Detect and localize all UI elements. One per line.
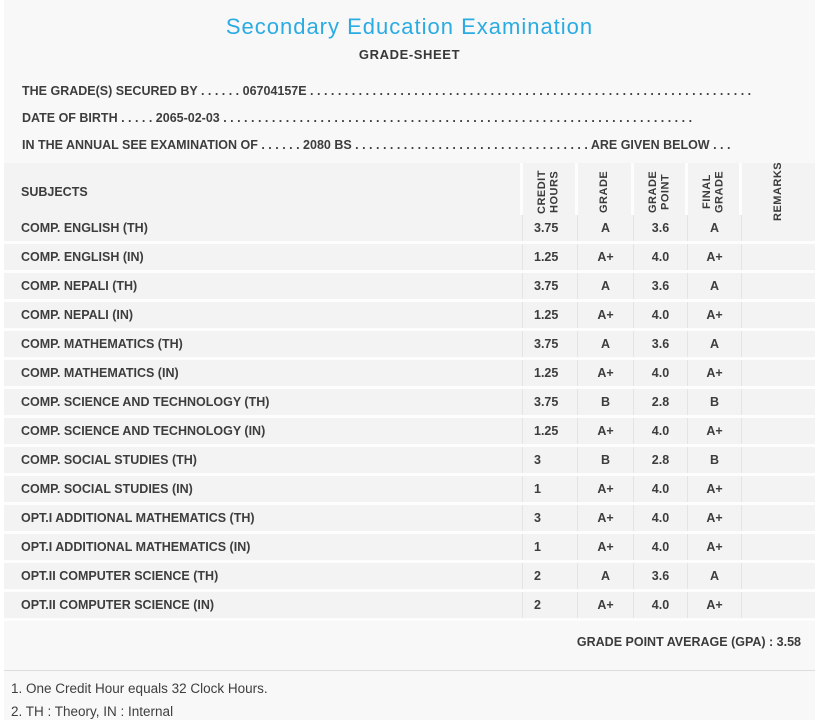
final-grade-cell: A+ [688,534,742,560]
grade-cell: A [578,331,634,357]
gpa-summary: GRADE POINT AVERAGE (GPA) : 3.58 [576,635,801,649]
header-grade [578,163,634,221]
remarks-cell [742,505,815,531]
remarks-cell [742,360,815,386]
credit-hours-cell: 1.25 [523,418,578,444]
header-grade-point-label: GRADE POINT [646,170,672,214]
final-grade-cell: A [688,273,742,299]
credit-hours-cell: 2 [523,563,578,589]
header-remarks [742,163,815,221]
remarks-cell [742,447,815,473]
grade-sheet-page [4,0,815,720]
table-row [4,215,815,244]
remarks-cell [742,273,815,299]
grade-cell: A+ [578,418,634,444]
credit-hours-cell: 1.25 [523,302,578,328]
credit-hours-cell: 1.25 [523,360,578,386]
credit-hours-cell: 3.75 [523,389,578,415]
credit-hours-cell: 1.25 [523,244,578,270]
header-grade-label: GRADE [598,170,611,214]
final-grade-cell: A+ [688,418,742,444]
final-grade-cell: A [688,563,742,589]
credit-hours-cell: 2 [523,592,578,618]
credit-hours-cell: 3.75 [523,215,578,241]
credit-hours-cell: 1 [523,476,578,502]
grade-point-cell: 3.6 [634,331,688,357]
final-grade-cell: B [688,389,742,415]
table-header-row [4,161,815,221]
subject-cell: COMP. MATHEMATICS (TH) [4,331,523,357]
remarks-cell [742,563,815,589]
header-final-grade [688,163,742,221]
subject-cell: COMP. MATHEMATICS (IN) [4,360,523,386]
grade-point-cell: 4.0 [634,505,688,531]
grade-cell: B [578,447,634,473]
credit-hours-cell: 1 [523,534,578,560]
candidate-info [4,78,815,159]
final-grade-cell: A+ [688,592,742,618]
final-grade-cell: B [688,447,742,473]
remarks-cell [742,476,815,502]
final-grade-cell: A+ [688,505,742,531]
credit-hours-cell: 3 [523,505,578,531]
table-row [4,273,815,302]
table-row [4,244,815,273]
page-title: Secondary Education Examination [225,14,594,39]
subject-cell: OPT.II COMPUTER SCIENCE (IN) [4,592,523,618]
grade-cell: A+ [578,476,634,502]
table-row [4,418,815,447]
grade-point-cell: 4.0 [634,360,688,386]
remarks-cell [742,302,815,328]
grade-cell: A+ [578,302,634,328]
remarks-cell [742,244,815,270]
grade-point-cell: 2.8 [634,447,688,473]
subject-cell: OPT.II COMPUTER SCIENCE (TH) [4,563,523,589]
grade-cell: B [578,389,634,415]
header-subjects: SUBJECTS [4,163,523,221]
grade-point-cell: 3.6 [634,563,688,589]
grade-cell: A+ [578,592,634,618]
subject-cell: OPT.I ADDITIONAL MATHEMATICS (IN) [4,534,523,560]
grade-point-cell: 3.6 [634,215,688,241]
header-grade-point [634,163,688,221]
footnotes [4,670,815,720]
info-line-date-of-birth: DATE OF BIRTH . . . . . 2065-02-03 . . . . . . . . . . . . . . . . . . . . . . . . . . . . . . . . . . . . . . . . . . . . . . . . . . . . . . . . . . . . . . . . . . . . [22,111,693,125]
subject-cell: OPT.I ADDITIONAL MATHEMATICS (TH) [4,505,523,531]
remarks-cell [742,592,815,618]
grade-point-cell: 3.6 [634,273,688,299]
subject-cell: COMP. SCIENCE AND TECHNOLOGY (TH) [4,389,523,415]
remarks-cell [742,534,815,560]
subject-cell: COMP. SCIENCE AND TECHNOLOGY (IN) [4,418,523,444]
grade-cell: A+ [578,244,634,270]
grade-point-cell: 4.0 [634,476,688,502]
table-row [4,302,815,331]
credit-hours-cell: 3.75 [523,331,578,357]
table-row [4,389,815,418]
grades-table [4,163,815,621]
final-grade-cell: A [688,331,742,357]
grade-sheet-subtitle: GRADE-SHEET [358,47,461,62]
grade-point-cell: 2.8 [634,389,688,415]
subject-cell: COMP. SOCIAL STUDIES (IN) [4,476,523,502]
final-grade-cell: A+ [688,476,742,502]
info-line-examination-year: IN THE ANNUAL SEE EXAMINATION OF . . . . . . 2080 BS . . . . . . . . . . . . . . . . . . . . . . . . . . . . . . . . . . ARE GIVEN BELOW . . . [22,138,731,152]
credit-hours-cell: 3 [523,447,578,473]
header-remarks-label: REMARKS [772,161,785,221]
info-line-grades-secured-by: THE GRADE(S) SECURED BY . . . . . . 06704157E . . . . . . . . . . . . . . . . . . . . . . . . . . . . . . . . . . . . . . . . . . . . . . . . . . . . . . . . . . . . . . . . [22,84,752,98]
subject-cell: COMP. NEPALI (IN) [4,302,523,328]
header-final-grade-label: FINAL GRADE [700,170,726,214]
remarks-cell [742,389,815,415]
final-grade-cell: A [688,215,742,241]
grade-point-cell: 4.0 [634,592,688,618]
grade-cell: A [578,563,634,589]
table-row [4,447,815,476]
subject-cell: COMP. ENGLISH (IN) [4,244,523,270]
remarks-cell [742,418,815,444]
grade-cell: A [578,273,634,299]
table-row [4,505,815,534]
subject-cell: COMP. ENGLISH (TH) [4,215,523,241]
grade-cell: A+ [578,534,634,560]
footnote-credit-hours: 1. One Credit Hour equals 32 Clock Hours. [11,681,268,696]
final-grade-cell: A+ [688,360,742,386]
grade-point-cell: 4.0 [634,244,688,270]
table-row [4,331,815,360]
final-grade-cell: A+ [688,302,742,328]
table-row [4,534,815,563]
grade-point-cell: 4.0 [634,302,688,328]
table-row [4,476,815,505]
remarks-cell [742,331,815,357]
final-grade-cell: A+ [688,244,742,270]
subject-cell: COMP. SOCIAL STUDIES (TH) [4,447,523,473]
grade-point-cell: 4.0 [634,534,688,560]
grade-point-cell: 4.0 [634,418,688,444]
subject-cell: COMP. NEPALI (TH) [4,273,523,299]
credit-hours-cell: 3.75 [523,273,578,299]
header-credit-hours-label: CREDIT HOURS [536,170,561,214]
grade-cell: A+ [578,505,634,531]
table-row [4,592,815,621]
grade-cell: A [578,215,634,241]
table-row [4,360,815,389]
table-row [4,563,815,592]
header-credit-hours [523,163,578,221]
table-body [4,215,815,621]
footnote-abbreviations: 2. TH : Theory, IN : Internal [11,704,174,719]
grade-cell: A+ [578,360,634,386]
